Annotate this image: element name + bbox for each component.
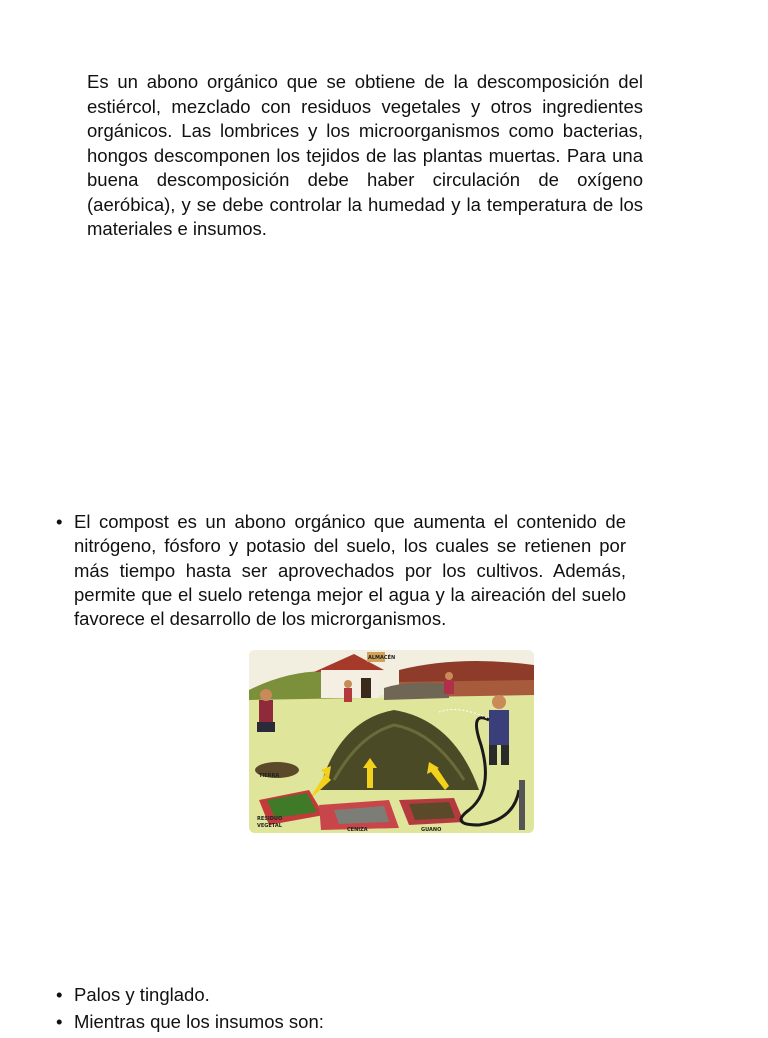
intro-paragraph: Es un abono orgánico que se obtiene de la descomposición del estiércol, mezclado con residuos vegetales y otros ingredientes orgánicos. Las lombrices y los microorganismos como bacterias, hongos descomponen los tejidos de las plantas muertas. Para una buena descomposición debe haber circulación de oxígeno (aeróbica), y se debe controlar la humedad y la temperatura de los materiales e insumos.	[87, 71, 643, 239]
list-item: • El compost es un abono orgánico que aumenta el contenido de nitrógeno, fósforo y potasio del suelo, los cuales se retienen por más tiempo hasta ser aprovechados por los cultivos. Además, permite que el suelo retenga mejor el agua y la aireación del suelo favorece el desarrollo de los microrganismos.	[56, 510, 626, 631]
soil-label: TIERRA	[259, 773, 280, 779]
materials-list	[56, 983, 626, 1038]
compost-scene	[249, 650, 534, 833]
benefits-list	[56, 510, 626, 631]
compost-illustration	[249, 650, 534, 833]
house-sign-label: ALMACÉN	[368, 655, 396, 661]
woman-icon	[444, 672, 454, 694]
child-icon	[344, 680, 352, 702]
ash-label: CENIZA	[347, 827, 368, 833]
list-item: • Palos y tinglado.	[56, 983, 626, 1007]
residue-label: RESIDUO	[257, 816, 283, 822]
guano-label: GUANO	[421, 827, 442, 833]
list-item: • Mientras que los insumos son:	[56, 1010, 626, 1034]
vegetal-label: VEGETAL	[257, 823, 282, 829]
